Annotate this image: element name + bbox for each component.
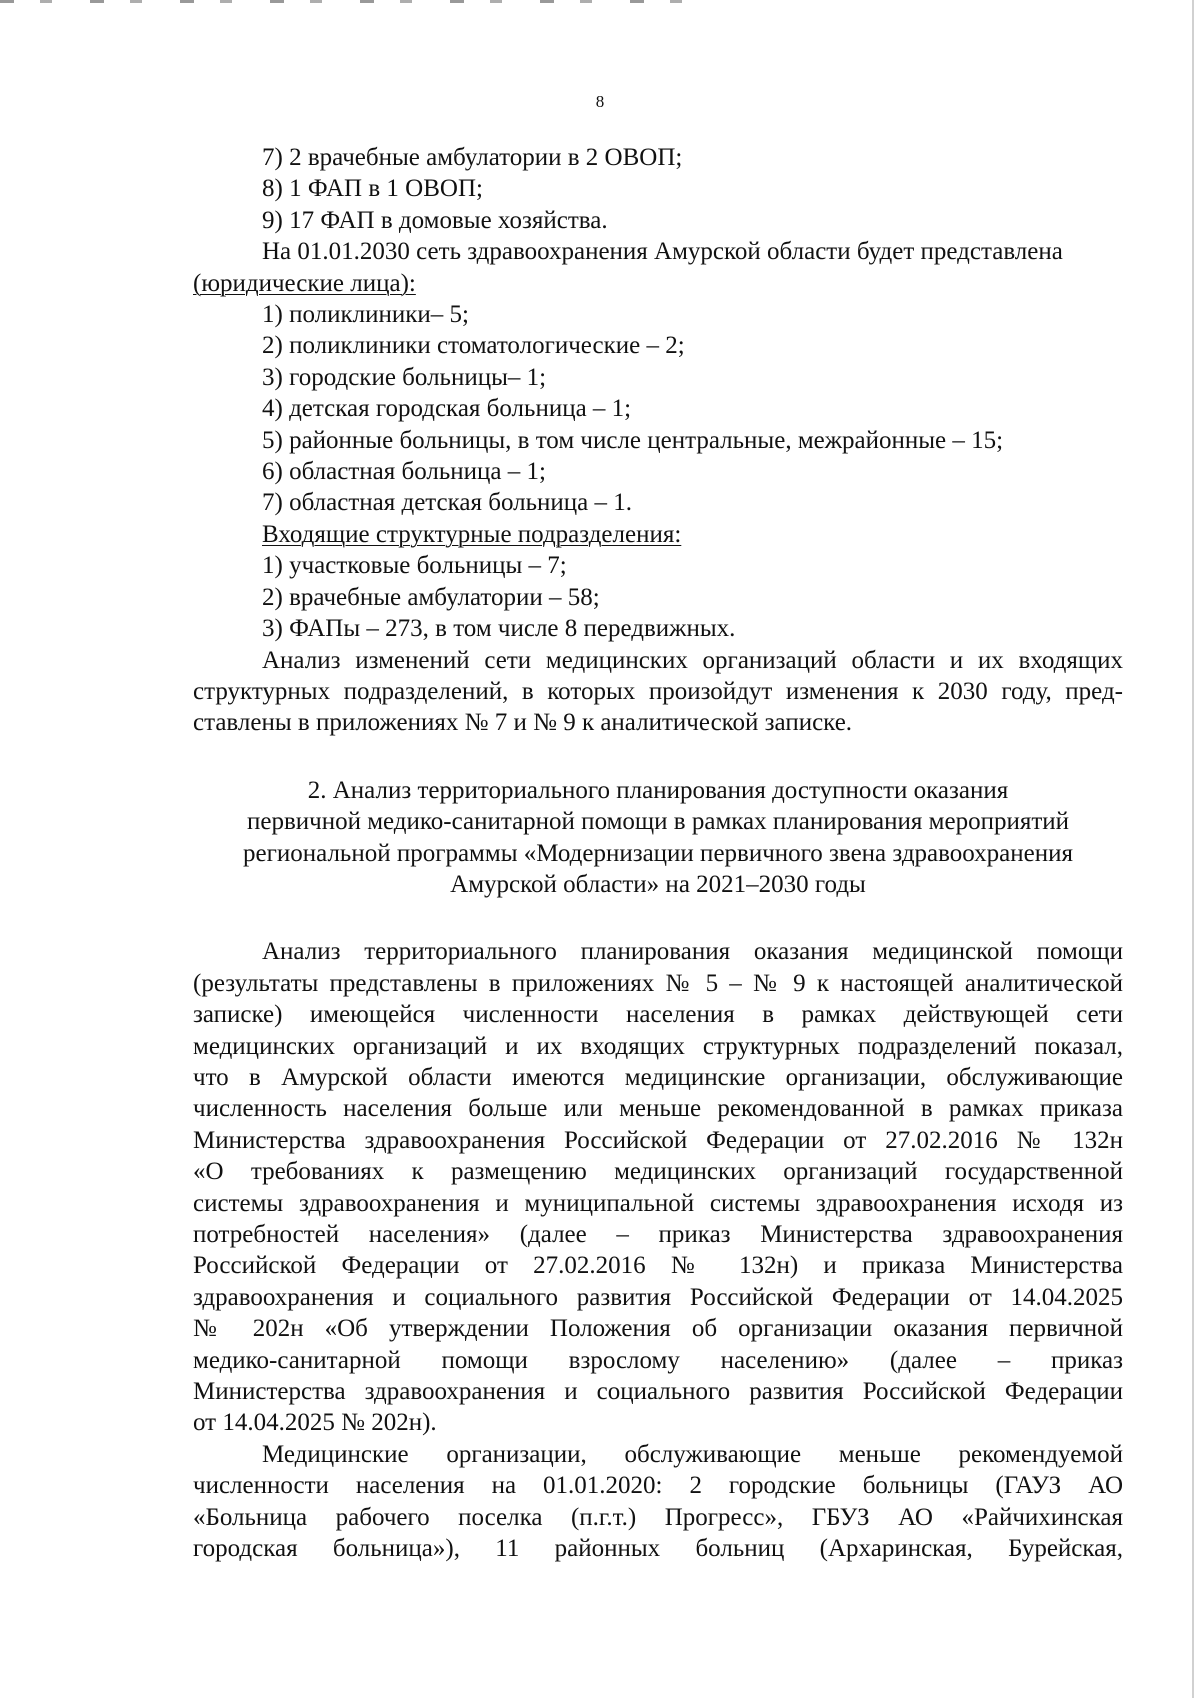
list-item: 3) ФАПы – 273, в том числе 8 передвижных. xyxy=(262,615,736,643)
list-item: 6) областная больница – 1; xyxy=(262,458,546,486)
paragraph-line: здравоохранения и социального развития Российской Федерации от 14.04.2025 xyxy=(193,1283,1123,1311)
list-item: 4) детская городская больница – 1; xyxy=(262,395,632,423)
territorial-analysis-paragraph xyxy=(193,936,1123,1439)
analysis-paragraph xyxy=(193,645,1123,739)
list-structural-units xyxy=(193,550,1123,644)
paragraph-line: записке) имеющейся численности населения в рамках действующей сети xyxy=(193,1001,1123,1029)
paragraph-line: № 202н «Об утверждении Положения об организации оказания первичной xyxy=(193,1315,1123,1343)
underserved-organizations-paragraph xyxy=(193,1439,1123,1565)
paragraph-line: Министерства здравоохранения и социального развития Российской Федерации xyxy=(193,1378,1123,1406)
list-item: 7) 2 врачебные амбулатории в 2 ОВОП; xyxy=(262,144,683,171)
legal-entities-label: (юридические лица): xyxy=(193,269,416,297)
paragraph-line: Медицинские организации, обслуживающие меньше рекомендуемой xyxy=(262,1440,1123,1468)
paragraph-line: Министерства здравоохранения Российской Федерации от 27.02.2016 № 132н xyxy=(193,1126,1123,1154)
list-item: 3) городские больницы– 1; xyxy=(262,363,547,391)
network-intro-line: На 01.01.2030 сеть здравоохранения Амурской области будет представлена xyxy=(262,238,1063,266)
heading-line: первичной медико-санитарной помощи в рамках планирования мероприятий xyxy=(246,808,1070,836)
section-heading xyxy=(193,775,1123,901)
paragraph-line: структурных подразделений, в которых произойдут изменения к 2030 году, пред- xyxy=(193,677,1123,705)
paragraph-line: численность населения больше или меньше рекомендованной в рамках приказа xyxy=(193,1095,1123,1123)
scan-artifact-edge xyxy=(1192,0,1194,1698)
list-legal-entities xyxy=(193,299,1123,519)
list-item: 9) 17 ФАП в домовые хозяйства. xyxy=(262,206,608,234)
list-reorganization xyxy=(193,142,1123,236)
page-number: 8 xyxy=(595,92,605,111)
paragraph-line: численности населения на 01.01.2020: 2 городские больницы (ГАУЗ АО xyxy=(193,1472,1123,1500)
paragraph-line: Российской Федерации от 27.02.2016 № 132н) и приказа Министерства xyxy=(193,1252,1123,1280)
paragraph-line: медико-санитарной помощи взрослому населению» (далее – приказ xyxy=(193,1346,1123,1374)
paragraph-line: от 14.04.2025 № 202н). xyxy=(193,1409,437,1437)
document-body xyxy=(193,142,1123,1564)
paragraph-line: городская больница»), 11 районных больниц (Архаринская, Бурейская, xyxy=(193,1535,1123,1563)
heading-line: 2. Анализ территориального планирования доступности оказания xyxy=(307,776,1009,804)
units-heading: Входящие структурные подразделения: xyxy=(262,520,682,548)
paragraph-line: «О требованиях к размещению медицинских организаций государственной xyxy=(193,1158,1123,1186)
list-item: 2) врачебные амбулатории – 58; xyxy=(262,583,600,611)
paragraph-line: потребностей населения» (далее – приказ Министерства здравоохранения xyxy=(193,1221,1123,1248)
list-item: 8) 1 ФАП в 1 ОВОП; xyxy=(262,175,483,203)
paragraph-line: «Больница рабочего поселка (п.г.т.) Прогресс», ГБУЗ АО «Райчихинская xyxy=(193,1503,1123,1531)
paragraph-line: Анализ территориального планирования оказания медицинской помощи xyxy=(262,938,1123,966)
paragraph-line: ставлены в приложениях № 7 и № 9 к аналитической записке. xyxy=(193,709,853,737)
list-item: 7) областная детская больница – 1. xyxy=(262,489,632,517)
paragraph-line: Анализ изменений сети медицинских организаций области и их входящих xyxy=(262,646,1123,674)
heading-line: Амурской области» на 2021–2030 годы xyxy=(450,870,866,898)
scan-artifact-top xyxy=(0,0,720,3)
list-item: 2) поликлиники стоматологические – 2; xyxy=(262,332,685,360)
network-intro-paragraph xyxy=(193,236,1123,299)
paragraph-line: системы здравоохранения и муниципальной системы здравоохранения исходя из xyxy=(193,1189,1123,1217)
paragraph-line: медицинских организаций и их входящих структурных подразделений показал, xyxy=(193,1032,1123,1060)
list-item: 1) участковые больницы – 7; xyxy=(262,552,567,580)
paragraph-line: что в Амурской области имеются медицинские организации, обслуживающие xyxy=(193,1063,1123,1091)
paragraph-line: (результаты представлены в приложениях № 5 – № 9 к настоящей аналитической xyxy=(193,969,1123,997)
list-item: 5) районные больницы, в том числе центральные, межрайонные – 15; xyxy=(262,426,1004,454)
list-item: 1) поликлиники– 5; xyxy=(262,301,469,329)
heading-line: региональной программы «Модернизации первичного звена здравоохранения xyxy=(243,839,1073,867)
